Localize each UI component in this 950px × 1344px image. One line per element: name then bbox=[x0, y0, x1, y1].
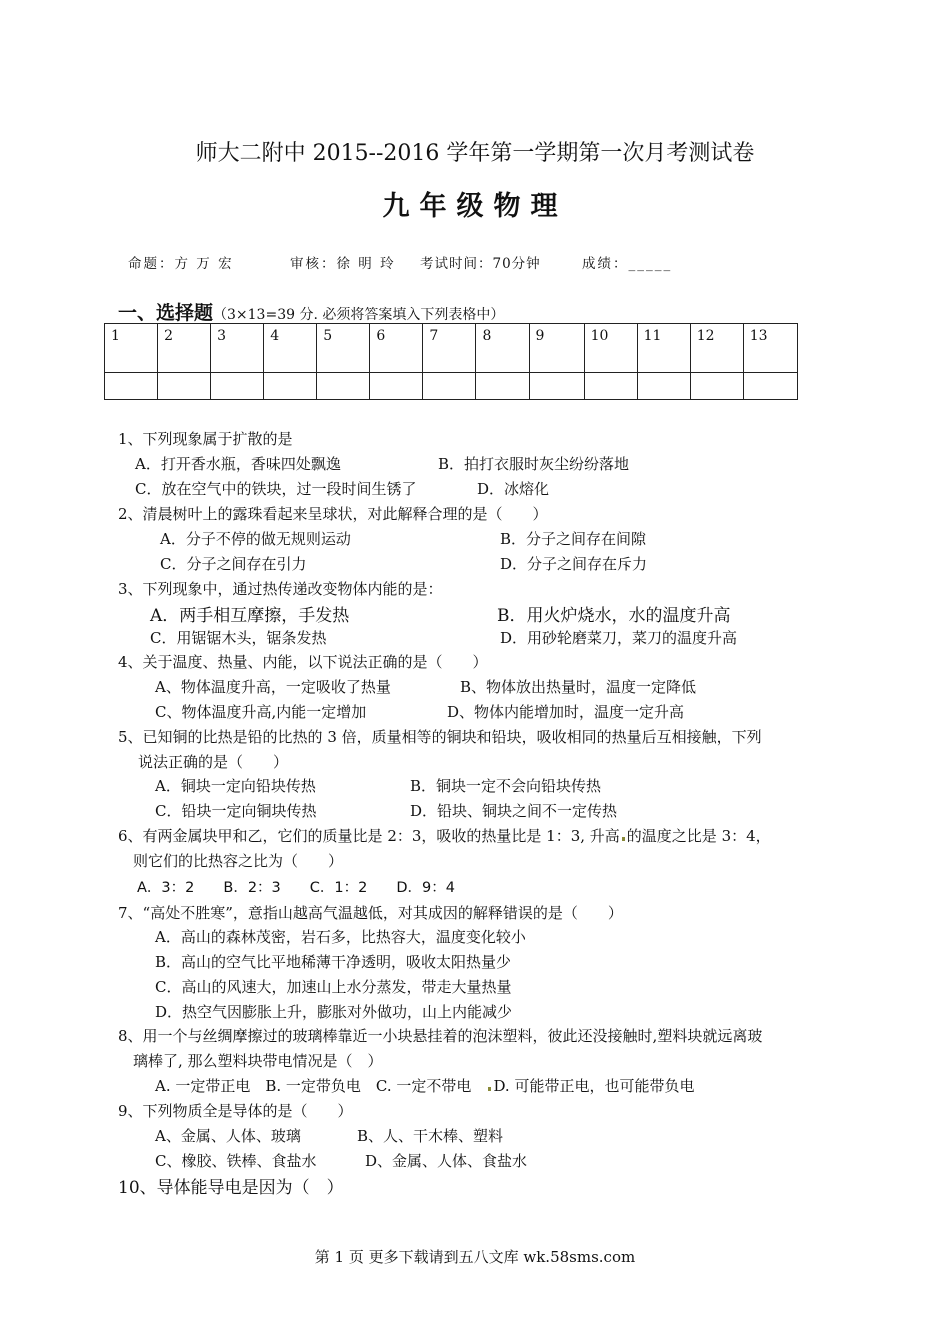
answer-blank-cell[interactable] bbox=[211, 373, 264, 400]
q4-option-c: C、物体温度升高,内能一定增加 bbox=[155, 703, 367, 721]
q5-option-d: D．铅块、铜块之间不一定传热 bbox=[410, 802, 618, 820]
q2-option-a: A．分子不停的做无规则运动 bbox=[160, 530, 351, 548]
answer-number-cell: 11 bbox=[637, 324, 690, 373]
q4-stem: 4、关于温度、热量、内能，以下说法正确的是（ ） bbox=[118, 653, 488, 671]
q5-stem-line1: 5、已知铜的比热是铅的比热的 3 倍，质量相等的铜块和铅块，吸收相同的热量后互相接触，下列 bbox=[118, 728, 762, 746]
answer-fill-row bbox=[105, 373, 798, 400]
q3-option-b: B．用火炉烧水，水的温度升高 bbox=[497, 606, 731, 626]
q5-option-c: C．铅块一定向铜块传热 bbox=[155, 802, 317, 820]
answer-blank-cell[interactable] bbox=[476, 373, 529, 400]
stray-mark bbox=[622, 837, 625, 841]
answer-number-cell: 5 bbox=[317, 324, 370, 373]
q6-stem-line1 bbox=[118, 825, 771, 846]
q6-stem-part2: 的温度之比是 3：4， bbox=[626, 827, 771, 845]
answer-blank-cell[interactable] bbox=[529, 373, 584, 400]
setter-label: 命题：方 万 宏 bbox=[128, 256, 234, 272]
section-heading bbox=[118, 298, 504, 325]
answer-number-cell: 8 bbox=[476, 324, 529, 373]
q1-option-b: B．拍打衣服时灰尘纷纷落地 bbox=[438, 455, 630, 473]
q5-stem-line2: 说法正确的是（ ） bbox=[138, 753, 289, 771]
q10-stem: 10、导体能导电是因为（ ） bbox=[118, 1178, 344, 1198]
score-label: 成绩：_____ bbox=[582, 256, 673, 272]
answer-blank-cell[interactable] bbox=[105, 373, 158, 400]
q9-option-b: B、人、干木棒、塑料 bbox=[357, 1127, 504, 1145]
answer-number-row bbox=[105, 324, 798, 373]
answer-blank-cell[interactable] bbox=[584, 373, 637, 400]
q7-option-c: C．高山的风速大，加速山上水分蒸发，带走大量热量 bbox=[155, 978, 512, 996]
q9-option-c: C、橡胶、铁棒、食盐水 bbox=[155, 1152, 317, 1170]
subject-title: 九年级物理 bbox=[382, 191, 568, 222]
q3-stem: 3、下列现象中，通过热传递改变物体内能的是： bbox=[118, 580, 443, 598]
exam-title: 师大二附中 2015--2016 学年第一学期第一次月考测试卷 bbox=[195, 141, 755, 166]
answer-number-cell: 3 bbox=[211, 324, 264, 373]
duration-label: 考试时间：70分钟 bbox=[420, 256, 541, 272]
q4-option-b: B、物体放出热量时，温度一定降低 bbox=[460, 678, 697, 696]
q6-options: A．3：2 B．2：3 C．1：2 D．9：4 bbox=[137, 880, 455, 896]
q1-option-c: C．放在空气中的铁块，过一段时间生锈了 bbox=[135, 480, 417, 498]
answer-blank-cell[interactable] bbox=[743, 373, 797, 400]
q5-option-a: A．铜块一定向铅块传热 bbox=[155, 777, 316, 795]
q9-option-a: A、金属、人体、玻璃 bbox=[155, 1127, 301, 1145]
q9-stem: 9、下列物质全是导体的是（ ） bbox=[118, 1102, 353, 1120]
q4-option-d: D、物体内能增加时，温度一定升高 bbox=[447, 703, 685, 721]
answer-number-cell: 2 bbox=[158, 324, 211, 373]
q7-option-b: B．高山的空气比平地稀薄干净透明，吸收太阳热量少 bbox=[155, 953, 512, 971]
q8-stem-line1: 8、用一个与丝绸摩擦过的玻璃棒靠近一小块悬挂着的泡沫塑料，彼此还没接触时,塑料块就远离玻 bbox=[118, 1027, 763, 1045]
answer-number-cell: 1 bbox=[105, 324, 158, 373]
answer-blank-cell[interactable] bbox=[690, 373, 743, 400]
section-note: （3×13=39 分. 必须将答案填入下列表格中） bbox=[213, 307, 505, 323]
q2-option-b: B．分子之间存在间隙 bbox=[500, 530, 647, 548]
q7-option-a: A．高山的森林茂密，岩石多，比热容大，温度变化较小 bbox=[155, 928, 526, 946]
q8-options-abc: A. 一定带正电 B. 一定带负电 C. 一定不带电 bbox=[155, 1077, 472, 1095]
answer-blank-cell[interactable] bbox=[423, 373, 476, 400]
answer-number-cell: 13 bbox=[743, 324, 797, 373]
answer-number-cell: 7 bbox=[423, 324, 476, 373]
stray-mark bbox=[488, 1087, 491, 1091]
answer-number-cell: 10 bbox=[584, 324, 637, 373]
q3-option-a: A．两手相互摩擦，手发热 bbox=[150, 606, 350, 626]
answer-blank-cell[interactable] bbox=[264, 373, 317, 400]
q7-stem: 7、“高处不胜寒”，意指山越高气温越低，对其成因的解释错误的是（ ） bbox=[118, 904, 623, 922]
q6-stem-part1: 6、有两金属块甲和乙，它们的质量比是 2：3，吸收的热量比是 1：3, 升高 bbox=[118, 827, 620, 845]
q2-option-d: D．分子之间存在斥力 bbox=[500, 555, 648, 573]
q1-option-d: D．冰熔化 bbox=[477, 480, 550, 498]
answer-number-cell: 9 bbox=[529, 324, 584, 373]
answer-number-cell: 6 bbox=[370, 324, 423, 373]
q5-option-b: B．铜块一定不会向铅块传热 bbox=[410, 777, 602, 795]
answer-blank-cell[interactable] bbox=[317, 373, 370, 400]
q3-option-d: D．用砂轮磨菜刀，菜刀的温度升高 bbox=[500, 629, 738, 647]
q8-options bbox=[155, 1075, 694, 1096]
q1-stem: 1、下列现象属于扩散的是 bbox=[118, 430, 293, 448]
q9-option-d: D、金属、人体、食盐水 bbox=[365, 1152, 528, 1170]
answer-blank-cell[interactable] bbox=[158, 373, 211, 400]
q7-option-d: D．热空气因膨胀上升，膨胀对外做功，山上内能减少 bbox=[155, 1003, 513, 1021]
answer-blank-cell[interactable] bbox=[370, 373, 423, 400]
q8-option-d: D. 可能带正电，也可能带负电 bbox=[493, 1077, 695, 1095]
q6-stem-line2: 则它们的比热容之比为（ ） bbox=[133, 852, 344, 870]
q4-option-a: A、物体温度升高，一定吸收了热量 bbox=[155, 678, 391, 696]
page-footer: 第 1 页 更多下载请到五八文库 wk.58sms.com bbox=[314, 1248, 636, 1266]
q1-option-a: A．打开香水瓶，香味四处飘逸 bbox=[135, 455, 341, 473]
answer-number-cell: 4 bbox=[264, 324, 317, 373]
section-title: 一、选择题 bbox=[118, 302, 214, 324]
q2-stem: 2、清晨树叶上的露珠看起来呈球状，对此解释合理的是（ ） bbox=[118, 505, 548, 523]
answer-table bbox=[104, 323, 798, 400]
q3-option-c: C．用锯锯木头，锯条发热 bbox=[150, 629, 327, 647]
q2-option-c: C．分子之间存在引力 bbox=[160, 555, 307, 573]
reviewer-label: 审核：徐 明 玲 bbox=[290, 256, 396, 272]
q8-stem-line2: 璃棒了, 那么塑料块带电情况是（ ） bbox=[133, 1052, 383, 1070]
answer-number-cell: 12 bbox=[690, 324, 743, 373]
answer-blank-cell[interactable] bbox=[637, 373, 690, 400]
